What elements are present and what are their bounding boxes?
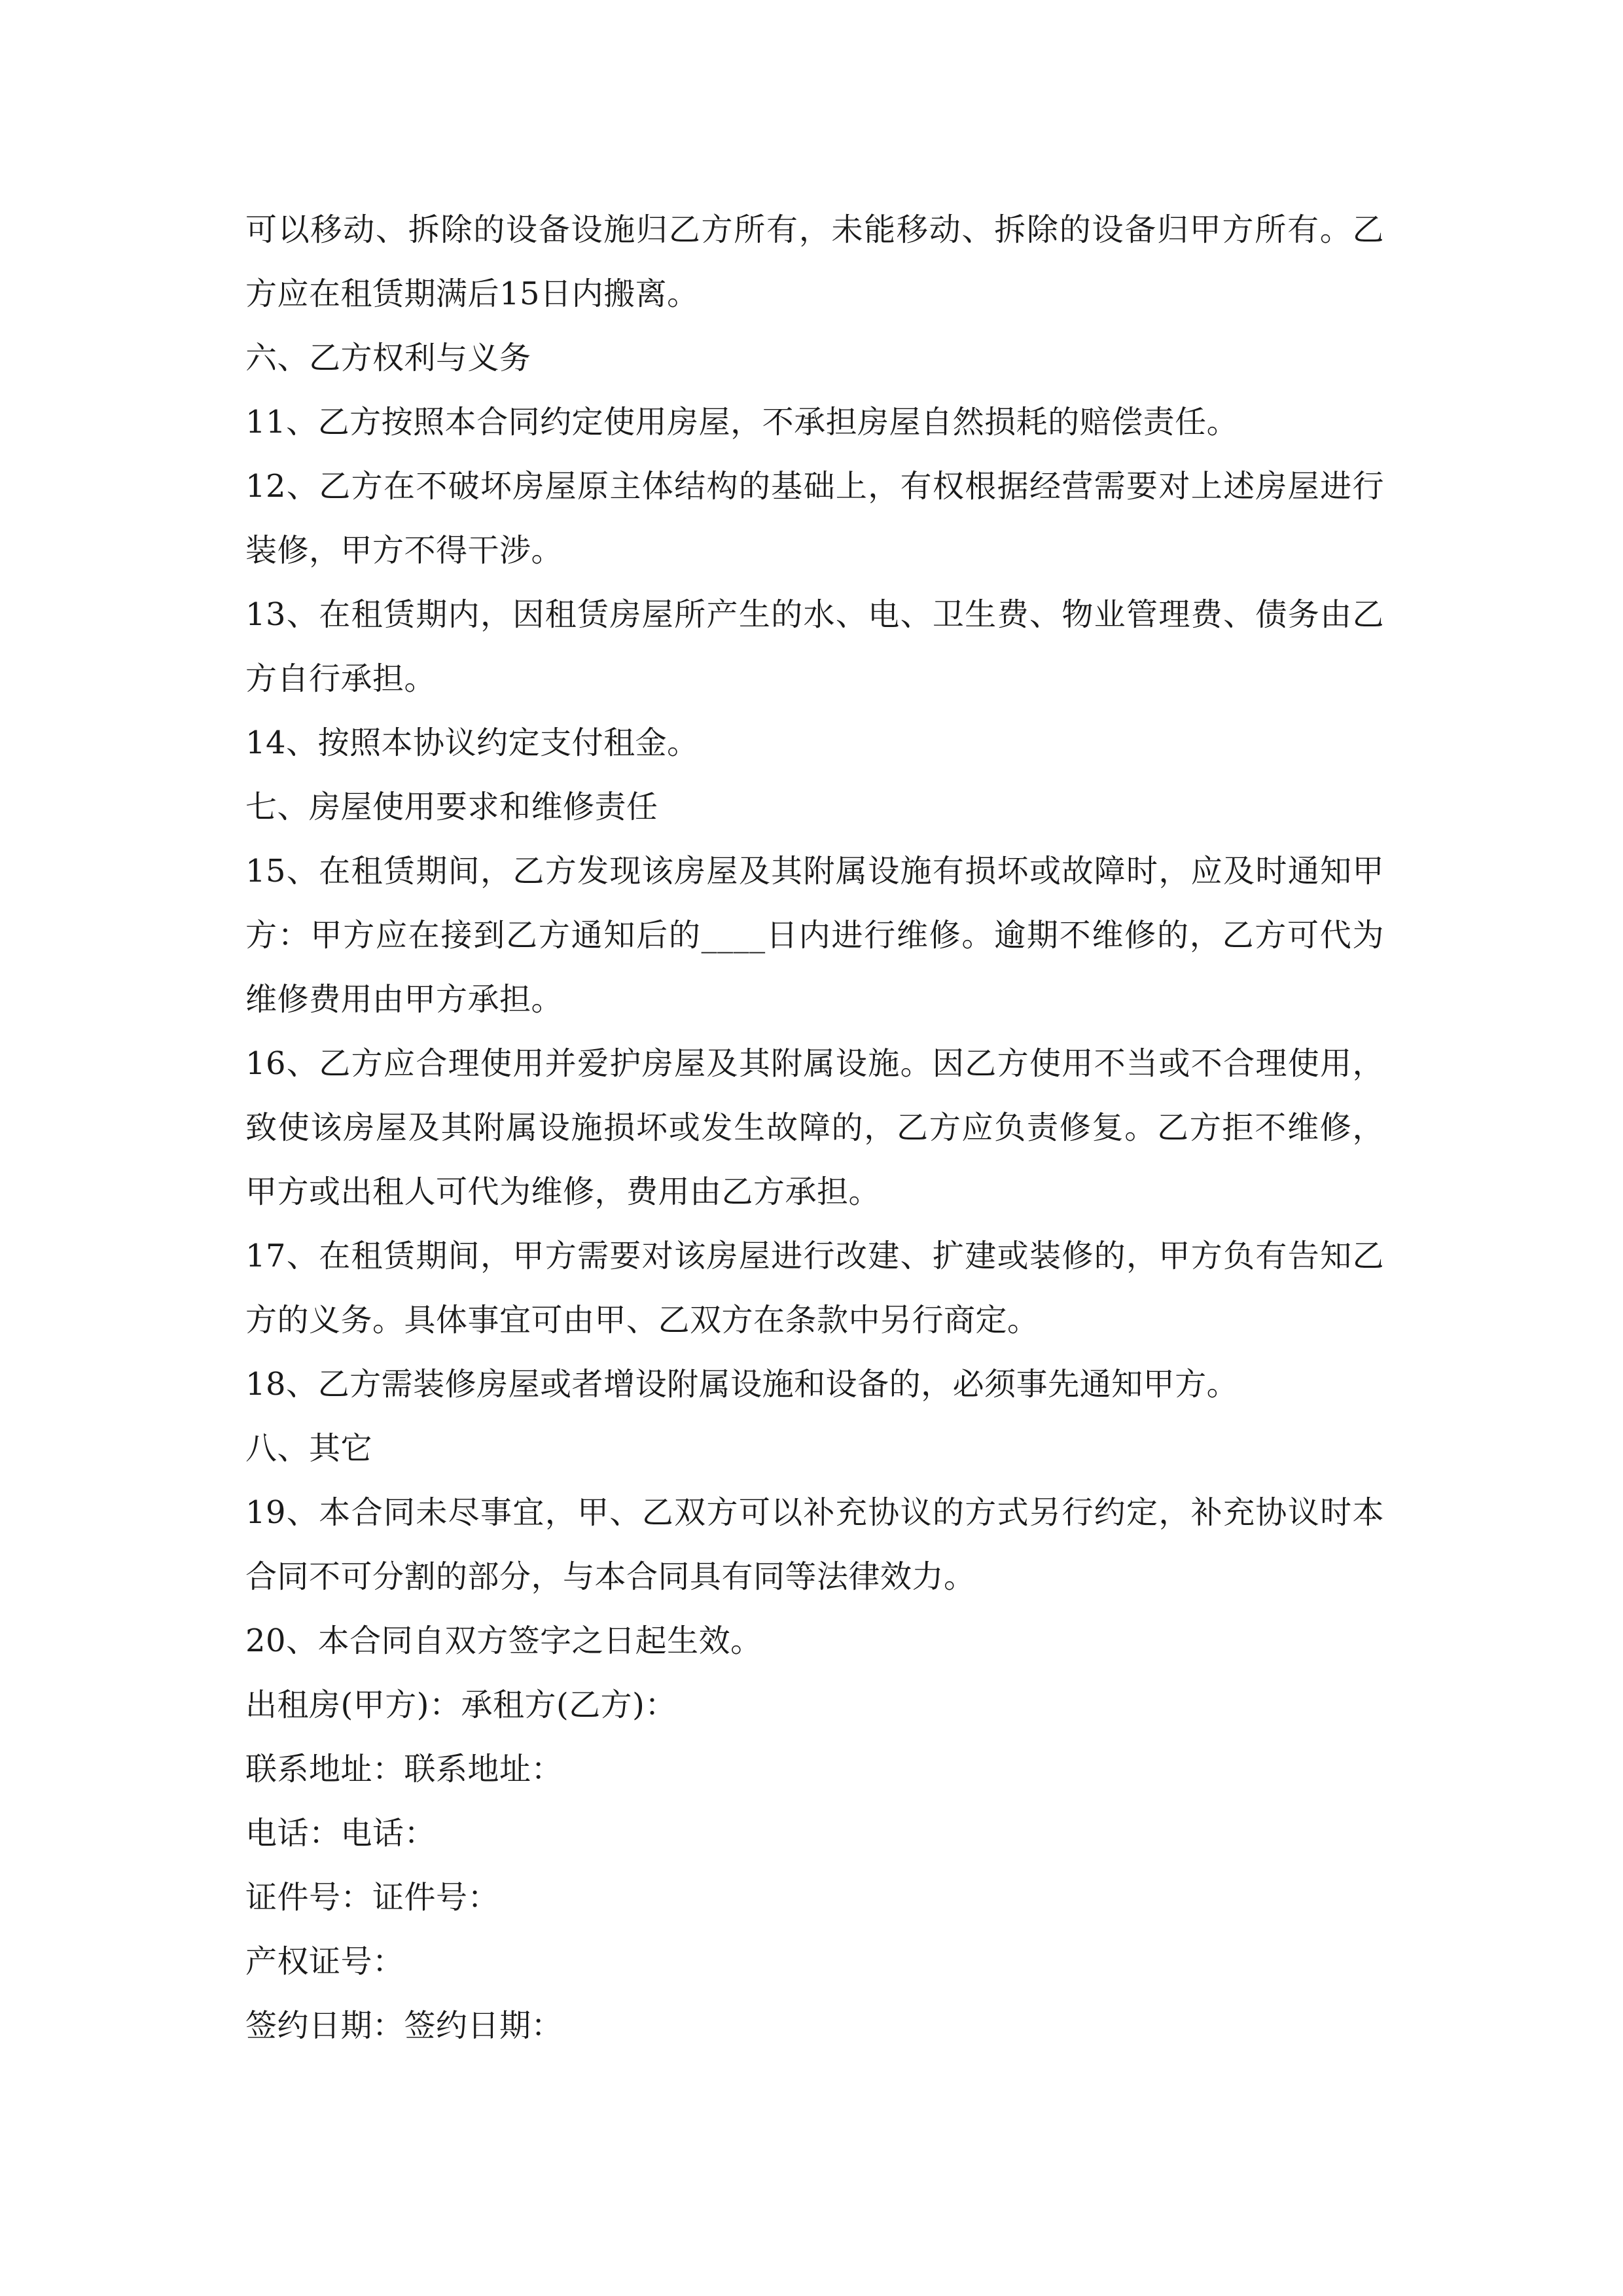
document-body: [245, 198, 1384, 2058]
clause-14: 14、按照本协议约定支付租金。: [245, 725, 699, 761]
clause-16: 16、乙方应合理使用并爱护房屋及其附属设施。因乙方使用不当或不合理使用，致使该房屋及其附属设施损坏或发生故障的，乙方应负责修复。乙方拒不维修，甲方或出租人可代为维修，费用由乙方承担。: [245, 1045, 1384, 1210]
clause-19: 19、本合同未尽事宜，甲、乙双方可以补充协议的方式另行约定，补充协议时本合同不可分割的部分，与本合同具有同等法律效力。: [245, 1494, 1384, 1595]
clause-18: 18、乙方需装修房屋或者增设附属设施和设备的，必须事先通知甲方。: [245, 1366, 1239, 1403]
paragraph-equipment-removal: 可以移动、拆除的设备设施归乙方所有，未能移动、拆除的设备归甲方所有。乙方应在租赁期满后15日内搬离。: [245, 211, 1384, 312]
clause-15: 15、在租赁期间，乙方发现该房屋及其附属设施有损坏或故障时，应及时通知甲方：甲方应在接到乙方通知后的____日内进行维修。逾期不维修的，乙方可代为维修费用由甲方承担。: [245, 853, 1384, 1018]
clause-20: 20、本合同自双方签字之日起生效。: [245, 1623, 762, 1659]
section-heading-8: 八、其它: [245, 1430, 373, 1467]
signature-property-certificate: 产权证号：: [245, 1943, 404, 1980]
section-heading-6: 六、乙方权利与义务: [245, 340, 531, 376]
signature-id-number: 证件号：证件号：: [245, 1879, 500, 1916]
clause-17: 17、在租赁期间，甲方需要对该房屋进行改建、扩建或装修的，甲方负有告知乙方的义务。具体事宜可由甲、乙双方在条款中另行商定。: [245, 1238, 1384, 1338]
signature-address: 联系地址：联系地址：: [245, 1751, 563, 1787]
clause-12: 12、乙方在不破坏房屋原主体结构的基础上，有权根据经营需要对上述房屋进行装修，甲方不得干涉。: [245, 468, 1384, 569]
signature-date: 签约日期：签约日期：: [245, 2007, 563, 2044]
clause-11: 11、乙方按照本合同约定使用房屋，不承担房屋自然损耗的赔偿责任。: [245, 404, 1239, 440]
clause-13: 13、在租赁期内，因租赁房屋所产生的水、电、卫生费、物业管理费、债务由乙方自行承担。: [245, 596, 1384, 697]
signature-parties: 出租房(甲方)：承租方(乙方)：: [245, 1687, 677, 1723]
signature-phone: 电话：电话：: [245, 1815, 437, 1852]
section-heading-7: 七、房屋使用要求和维修责任: [245, 789, 658, 825]
